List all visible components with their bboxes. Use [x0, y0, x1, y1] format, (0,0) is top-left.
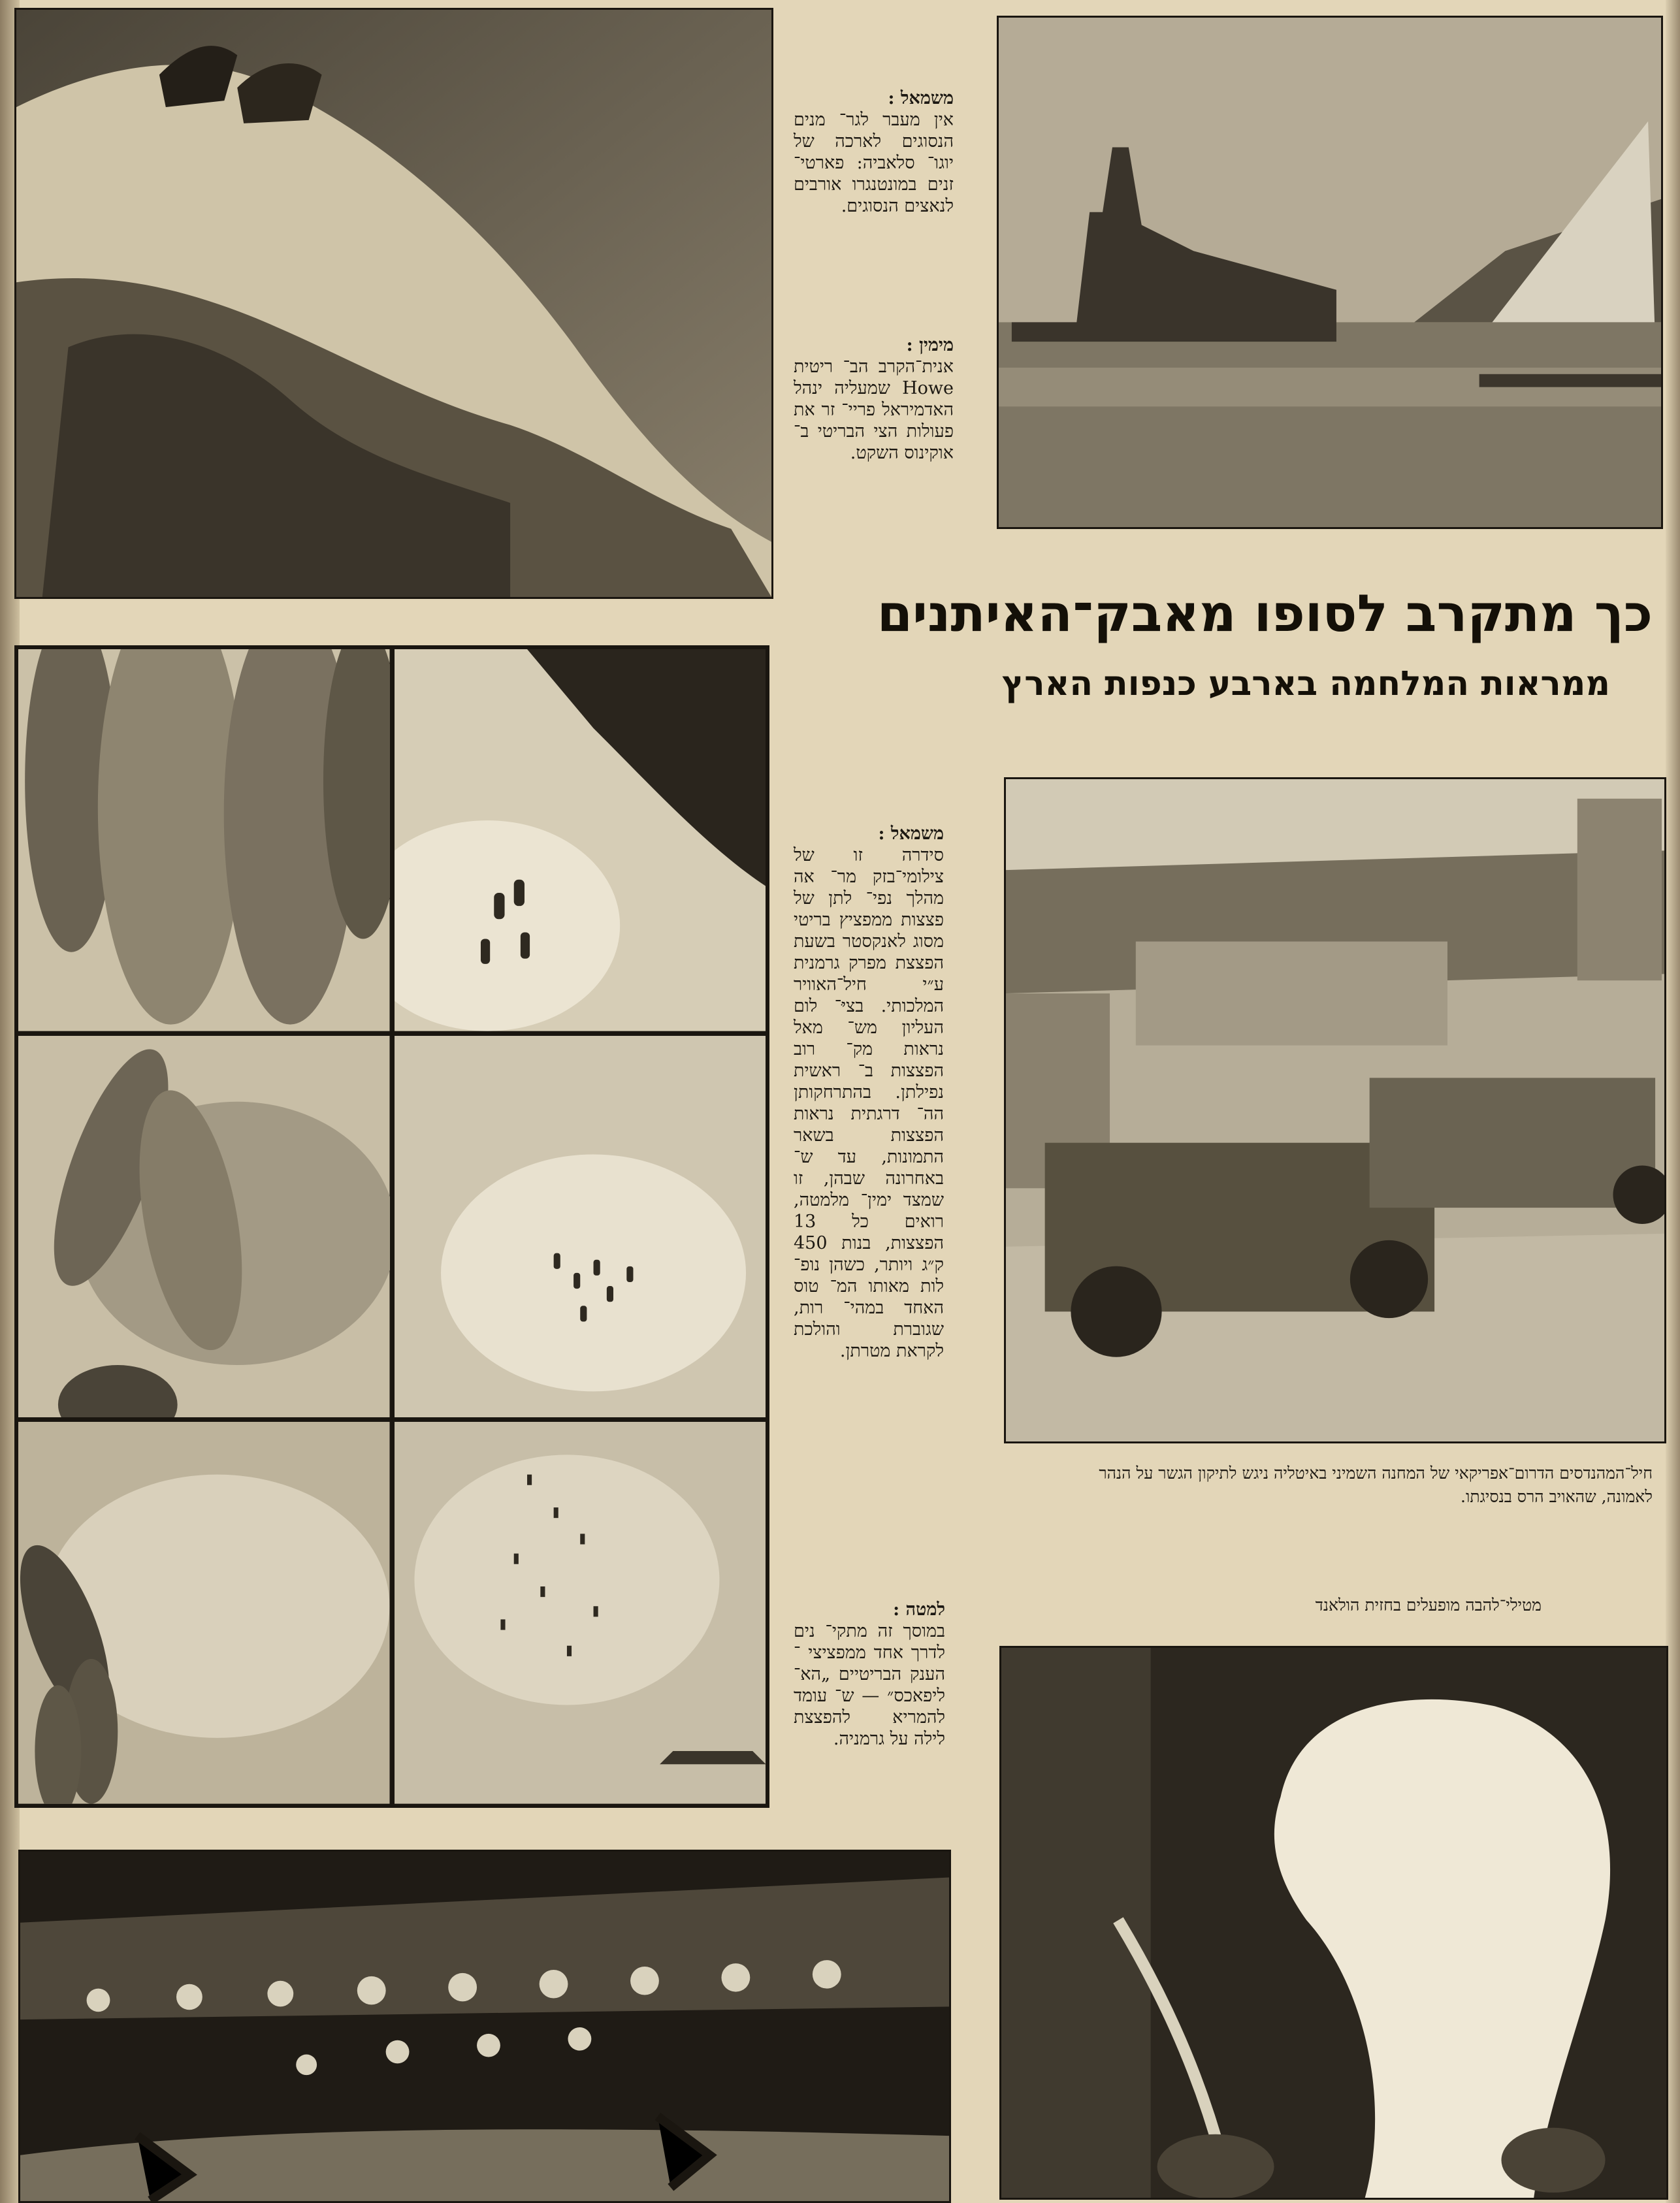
- bomb-frame-4: [395, 1036, 766, 1418]
- flamethrowers-caption: מטילי־להבה מופעלים בחזית הולאנד: [1315, 1596, 1542, 1615]
- partisans-caption-text: אין מעבר לגר־ מנים הנסוגים לארכה של יוגו־ סלאביה: פארטי־ זנים במונטנגרו אורבים לנאצים הנסוגים.: [794, 110, 954, 216]
- bomb-frame-3: [18, 1036, 390, 1418]
- hangar-caption-lead: למטה :: [893, 1600, 945, 1620]
- battleship-howe-photo: [997, 16, 1663, 529]
- hangar-bomber-photo: [18, 1850, 951, 2203]
- partisans-caption-lead: משמאל :: [888, 88, 954, 108]
- bomb-frame-5: [18, 1422, 390, 1804]
- bomb-sequence-grid: [14, 645, 769, 1808]
- battleship-caption-text: אנית־הקרב הב־ ריטית Howe שמעליה ינהל האדמיראל פריי־ זר את פעולות הצי הבריטי ב־ אוקינוס השקט.: [794, 357, 954, 463]
- bomb-frame-1: [18, 649, 390, 1031]
- engineers-caption: חיל־המהנדסים הדרום־אפריקאי של המחנה השמיני באיטליה ניגש לתיקון הגשר על הנהר לאמונה, שהאויב הרס בנסיגתו.: [1099, 1464, 1653, 1506]
- engineers-bridge-photo: [1004, 777, 1666, 1443]
- hangar-caption-text: במוסך זה מתקי־ נים לדרך אחד ממפציצי ־ הענק הבריטיים „הא־ ליפאכס״ — ש־ עומד להמריא להפצצת לילה על גרמניה.: [794, 1621, 945, 1749]
- bombs-caption: [794, 823, 944, 1362]
- bombs-caption-text: סידרה זו של צילומי־בזק מר־ אה מהלך נפי־ לתן של פצצות ממפציץ בריטי מסוג לאנקסטר בשעת הפצצת מפרק גרמנית ע״י חיל־האוויר המלכותי. בציּ־ לום העליון מש־ מאל נראות מק־ רוב הפצצות ב־ ראשית נפילתן. בהתרחקותן הה־ דרגתית נראות הפצצות בשאר התמונות, עד ש־ באחרונה שבהן, זו שמצד ימין־ מלמטה, רואים כל 13 הפצצות, בנות 450 ק״ג ויותר, כשהן נופ־ לות מאותו המ־ טוס האחד במהי־ רות, שגוברת והולכת לקראת מטרתן.: [794, 845, 944, 1361]
- page-title: כך מתקרב לסופו מאבק־האיתנים: [877, 585, 1653, 643]
- battleship-caption-lead: מימין :: [906, 335, 954, 355]
- page-subtitle: ממראות המלחמה בארבע כנפות הארץ: [1001, 664, 1610, 703]
- bombs-caption-lead: משמאל :: [878, 824, 944, 844]
- partisans-caption: [794, 88, 954, 217]
- flamethrowers-photo: [999, 1646, 1668, 2200]
- battleship-caption: [794, 334, 954, 464]
- bomb-frame-6: [395, 1422, 766, 1804]
- hangar-caption: [794, 1599, 945, 1750]
- bomb-frame-2: [395, 649, 766, 1031]
- partisans-photo: [14, 8, 773, 599]
